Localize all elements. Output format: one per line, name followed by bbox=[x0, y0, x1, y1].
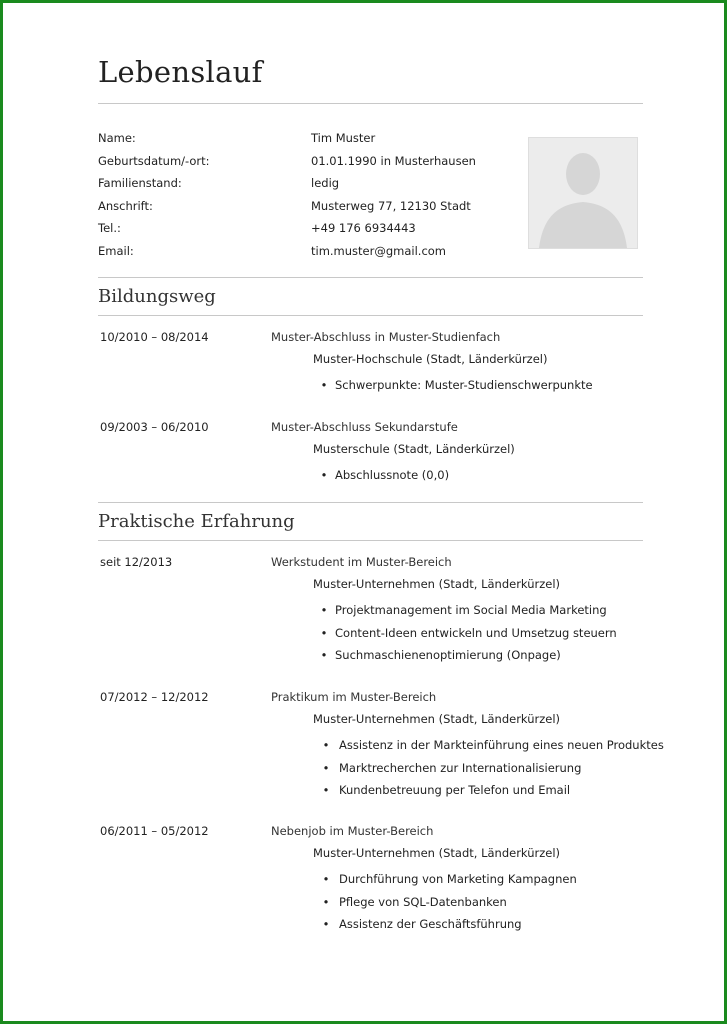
personal-value: tim.muster@gmail.com bbox=[311, 243, 447, 258]
personal-label: Tel.: bbox=[98, 221, 121, 236]
entry-date: 10/2010 – 08/2014 bbox=[100, 330, 209, 344]
title-divider bbox=[98, 103, 643, 104]
personal-value: Musterweg 77, 12130 Stadt bbox=[311, 198, 471, 213]
personal-label: Geburtsdatum/-ort: bbox=[98, 153, 210, 168]
bullet-text: Suchmaschienenoptimierung (Onpage) bbox=[335, 648, 561, 662]
bullet-dot: • bbox=[322, 894, 330, 909]
entry-organization: Muster-Unternehmen (Stadt, Länderkürzel) bbox=[313, 846, 561, 860]
person-silhouette-icon bbox=[529, 138, 637, 248]
list-item bbox=[313, 374, 593, 397]
section-heading-experience: Praktische Erfahrung bbox=[98, 511, 295, 532]
personal-label: Name: bbox=[98, 131, 136, 146]
entry-organization: Muster-Unternehmen (Stadt, Länderkürzel) bbox=[313, 577, 561, 591]
page-title: Lebenslauf bbox=[98, 55, 263, 89]
list-item bbox=[313, 913, 577, 936]
entry-organization: Muster-Hochschule (Stadt, Länderkürzel) bbox=[313, 352, 548, 366]
list-item bbox=[313, 599, 617, 622]
bullet-text: Assistenz in der Markteinführung eines neuen Produktes bbox=[339, 738, 664, 752]
bullet-text: Abschlussnote (0,0) bbox=[335, 468, 450, 482]
bullet-dot: • bbox=[320, 603, 328, 617]
list-item bbox=[313, 464, 449, 487]
entry-role: Nebenjob im Muster-Bereich bbox=[271, 824, 434, 838]
entry-bullets bbox=[313, 464, 449, 487]
list-item bbox=[313, 868, 577, 891]
entry-bullets bbox=[313, 374, 593, 397]
entry-bullets bbox=[313, 868, 577, 936]
bullet-dot: • bbox=[320, 625, 328, 640]
entry-bullets bbox=[313, 599, 617, 667]
list-item bbox=[313, 734, 664, 757]
entry-bullets bbox=[313, 734, 664, 802]
entry-role: Muster-Abschluss in Muster-Studienfach bbox=[271, 330, 501, 344]
bullet-dot: • bbox=[322, 738, 330, 752]
section-divider-bottom bbox=[98, 540, 643, 541]
profile-photo bbox=[528, 137, 638, 249]
list-item bbox=[313, 757, 664, 780]
list-item bbox=[313, 891, 577, 914]
bullet-text: Assistenz der Geschäftsführung bbox=[339, 917, 522, 931]
bullet-dot: • bbox=[320, 648, 328, 662]
entry-role: Muster-Abschluss Sekundarstufe bbox=[271, 420, 458, 434]
section-divider-top bbox=[98, 277, 643, 278]
entry-organization: Musterschule (Stadt, Länderkürzel) bbox=[313, 442, 515, 456]
personal-value: +49 176 6934443 bbox=[311, 221, 416, 236]
personal-label: Email: bbox=[98, 243, 134, 258]
list-item bbox=[313, 779, 664, 802]
section-divider-bottom bbox=[98, 315, 643, 316]
bullet-text: Pflege von SQL-Datenbanken bbox=[339, 894, 507, 909]
bullet-dot: • bbox=[320, 378, 328, 392]
bullet-dot: • bbox=[322, 783, 330, 797]
entry-date: 06/2011 – 05/2012 bbox=[100, 824, 209, 838]
section-heading-education: Bildungsweg bbox=[98, 286, 216, 307]
entry-date: 07/2012 – 12/2012 bbox=[100, 690, 209, 704]
entry-organization: Muster-Unternehmen (Stadt, Länderkürzel) bbox=[313, 712, 561, 726]
personal-value: 01.01.1990 in Musterhausen bbox=[311, 153, 476, 168]
personal-value: ledig bbox=[311, 176, 340, 191]
entry-role: Praktikum im Muster-Bereich bbox=[271, 690, 437, 704]
bullet-dot: • bbox=[322, 917, 330, 931]
entry-role: Werkstudent im Muster-Bereich bbox=[271, 555, 452, 569]
entry-date: seit 12/2013 bbox=[100, 555, 173, 569]
bullet-text: Kundenbetreuung per Telefon und Email bbox=[339, 783, 571, 797]
personal-label: Familienstand: bbox=[98, 176, 182, 191]
bullet-text: Marktrecherchen zur Internationalisierung bbox=[339, 760, 582, 775]
personal-label: Anschrift: bbox=[98, 198, 153, 213]
list-item bbox=[313, 622, 617, 645]
personal-value: Tim Muster bbox=[311, 131, 376, 146]
bullet-dot: • bbox=[320, 468, 328, 482]
bullet-text: Content-Ideen entwickeln und Umsetzug steuern bbox=[335, 625, 617, 640]
bullet-text: Projektmanagement im Social Media Marketing bbox=[335, 603, 607, 617]
section-divider-top bbox=[98, 502, 643, 503]
bullet-text: Schwerpunkte: Muster-Studienschwerpunkte bbox=[335, 378, 593, 392]
bullet-dot: • bbox=[322, 760, 330, 775]
bullet-text: Durchführung von Marketing Kampagnen bbox=[339, 872, 577, 886]
bullet-dot: • bbox=[322, 872, 330, 886]
entry-date: 09/2003 – 06/2010 bbox=[100, 420, 209, 434]
list-item bbox=[313, 644, 617, 667]
